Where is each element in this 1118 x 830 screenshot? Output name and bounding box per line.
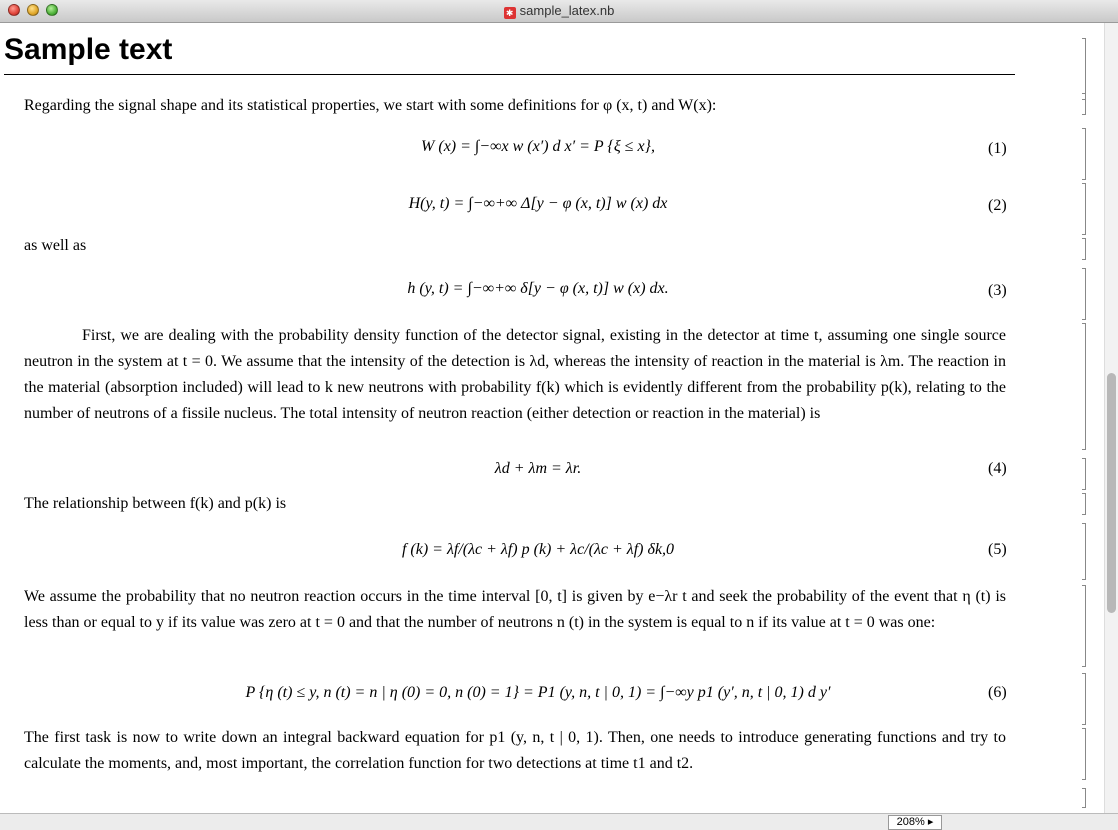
equation-2: H(y, t) = ∫−∞+∞ Δ[y − φ (x, t)] w (x) dx — [408, 195, 668, 212]
zoom-popup[interactable]: 208% ▸ — [888, 815, 942, 830]
notebook-content — [0, 23, 1076, 813]
equation-6: P {η (t) ≤ y, n (t) = n | η (0) = 0, n (0) = 1} = P1 (y, n, t | 0, 1) = ∫−∞y p1 (y′, n, t | 0, 1) d y′ — [245, 684, 831, 701]
vertical-scrollbar[interactable] — [1104, 23, 1118, 813]
cell-brackets[interactable] — [1076, 23, 1106, 813]
equation-1: W (x) = ∫−∞x w (x′) d x′ = P {ξ ≤ x}, — [421, 138, 655, 155]
equation-2-number: (2) — [988, 197, 1007, 214]
equation-3-number: (3) — [988, 282, 1007, 299]
equation-3: h (y, t) = ∫−∞+∞ δ[y − φ (x, t)] w (x) dx. — [407, 280, 669, 297]
cell-bracket[interactable] — [1082, 458, 1086, 490]
cell-bracket[interactable] — [1082, 788, 1086, 808]
notebook-icon: ✱ — [504, 7, 516, 19]
paragraph-3: First, we are dealing with the probability density function of the detector signal, existing in the detector at time t, assuming one single source neutron in the system at t = 0. We assume that the intensity of the detection is λd, whereas the intensity of reaction in the material is λm. The reaction in the material (absorption included) will lead to k new neutrons with probability f(k) which is evidently different from the probability p(k), relating to the number of neutrons of a fissile nucleus. The total intensity of neutron reaction (either detection or reaction in the material) is — [24, 327, 1006, 422]
paragraph-5: We assume the probability that no neutron reaction occurs in the time interval [0, t] is given by e−λr t and seek the probability of the event that η (t) is less than or equal to y if its value was zero at t = 0 and that the number of neutrons n (t) in the system is equal to n if its value at t = 0 was one: — [24, 588, 1006, 631]
equation-4: λd + λm = λr. — [494, 460, 582, 477]
title-bar — [0, 0, 1118, 23]
equation-1-number: (1) — [988, 140, 1007, 157]
equation-5: f (k) = λf/(λc + λf) p (k) + λc/(λc + λf) δk,0 — [401, 541, 675, 558]
cell-bracket[interactable] — [1082, 93, 1086, 115]
cell-bracket[interactable] — [1082, 523, 1086, 580]
section-heading: Sample text — [4, 33, 173, 66]
cell-bracket[interactable] — [1082, 268, 1086, 320]
equation-5-number: (5) — [988, 541, 1007, 558]
paragraph-4: The relationship between f(k) and p(k) is — [24, 495, 287, 512]
status-bar — [0, 813, 1118, 830]
cell-bracket[interactable] — [1082, 728, 1086, 780]
paragraph-1: Regarding the signal shape and its statistical properties, we start with some definitions for φ (x, t) and W(x): — [24, 97, 717, 114]
cell-bracket[interactable] — [1082, 183, 1086, 235]
paragraph-2: as well as — [24, 237, 87, 254]
cell-bracket[interactable] — [1082, 238, 1086, 260]
paragraph-6: The first task is now to write down an integral backward equation for p1 (y, n, t | 0, 1). Then, one needs to introduce generating functions and try to calculate the moments, and, most important, the correlation function for two detections at time t1 and t2. — [24, 729, 1006, 772]
cell-bracket[interactable] — [1082, 673, 1086, 725]
heading-rule — [4, 74, 1015, 75]
cell-bracket[interactable] — [1082, 493, 1086, 515]
window-title: ✱ sample_latex.nb — [0, 3, 1118, 19]
cell-bracket[interactable] — [1082, 38, 1086, 100]
cell-bracket[interactable] — [1082, 128, 1086, 180]
cell-bracket[interactable] — [1082, 323, 1086, 450]
equation-6-number: (6) — [988, 684, 1007, 701]
scrollbar-thumb[interactable] — [1107, 373, 1116, 613]
equation-4-number: (4) — [988, 460, 1007, 477]
cell-bracket[interactable] — [1082, 585, 1086, 667]
